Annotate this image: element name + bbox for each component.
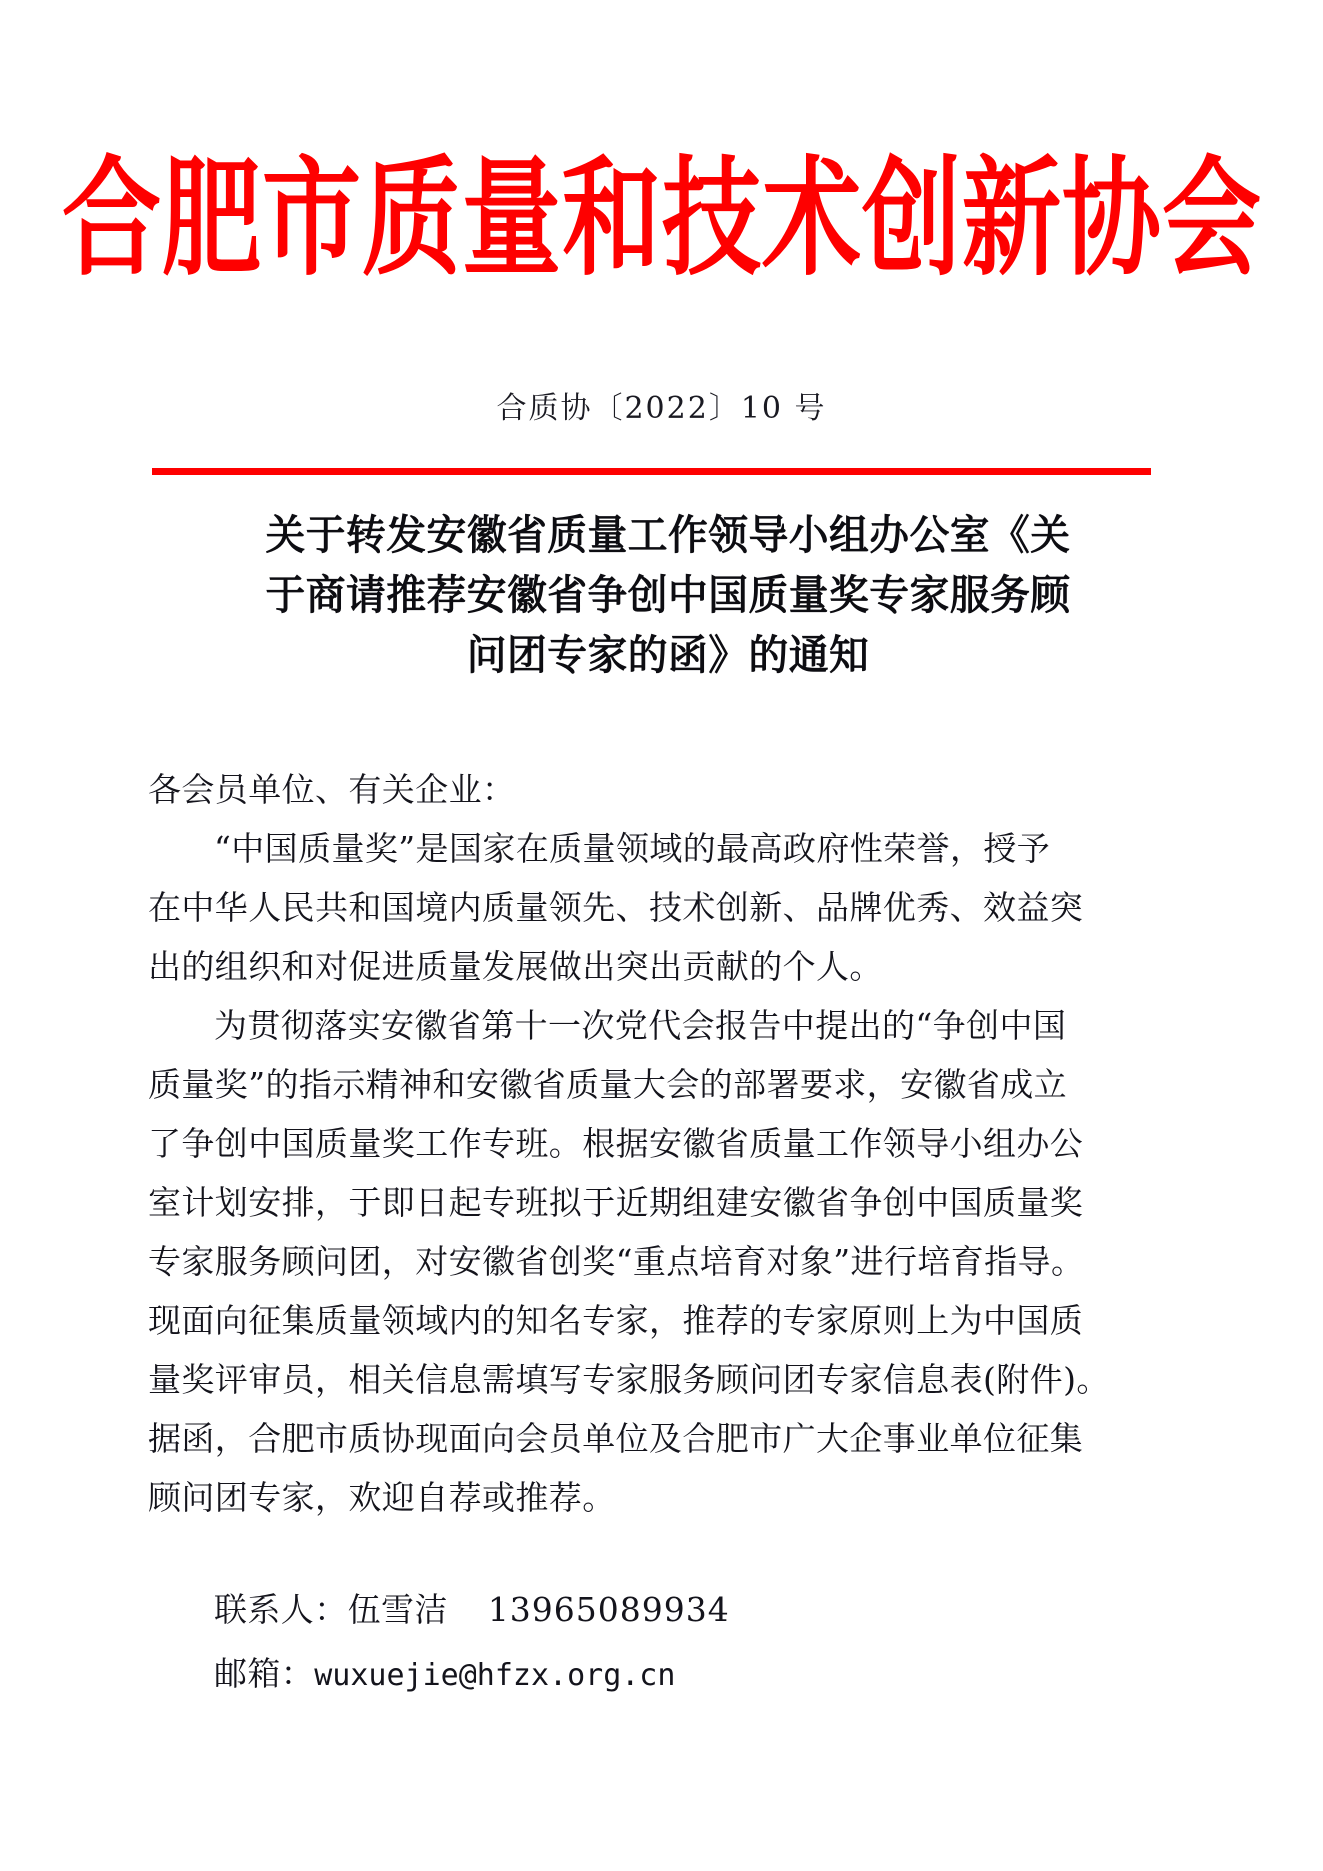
title-line-3: 问团专家的函》的通知 [466, 631, 870, 679]
title-line-1: 关于转发安徽省质量工作领导小组办公室《关 [265, 511, 1071, 559]
paragraph-2-line-4: 室计划安排，于即日起专班拟于近期组建安徽省争创中国质量奖 [148, 1183, 1084, 1222]
paragraph-2-line-7: 量奖评审员，相关信息需填写专家服务顾问团专家信息表(附件)。 [148, 1360, 1110, 1399]
paragraph-2-line-6: 现面向征集质量领域内的知名专家，推荐的专家原则上为中国质 [148, 1301, 1084, 1340]
paragraph-2-line-8: 据函，合肥市质协现面向会员单位及合肥市广大企事业单位征集 [148, 1419, 1084, 1458]
paragraph-2-line-5: 专家服务顾问团，对安徽省创奖“重点培育对象”进行培育指导。 [148, 1242, 1085, 1281]
contact-email: wuxuejie@hfzx.org.cn [314, 1658, 676, 1693]
paragraph-1-line-3: 出的组织和对促进质量发展做出突出贡献的个人。 [148, 947, 883, 986]
document-body [148, 760, 1193, 1527]
contact-person-line [148, 1578, 1193, 1642]
paragraph-2-line-3: 了争创中国质量奖工作专班。根据安徽省质量工作领导小组办公 [148, 1124, 1084, 1163]
title-line-2: 于商请推荐安徽省争创中国质量奖专家服务顾 [265, 571, 1071, 619]
document-title [148, 505, 1188, 685]
contact-email-line [148, 1642, 1193, 1708]
paragraph-1-line-2: 在中华人民共和国境内质量领先、技术创新、品牌优秀、效益突 [148, 888, 1084, 927]
red-divider-rule [152, 468, 1151, 475]
paragraph-2-line-2: 质量奖”的指示精神和安徽省质量大会的部署要求，安徽省成立 [148, 1065, 1068, 1104]
contact-person-name: 伍雪洁 [347, 1590, 448, 1629]
document-number: 合质协〔2022〕10 号 [496, 391, 827, 426]
contact-info [148, 1578, 1193, 1708]
paragraph-1-line-1: “中国质量奖”是国家在质量领域的最高政府性荣誉，授予 [214, 829, 1051, 868]
contact-email-label: 邮箱： [214, 1654, 315, 1693]
paragraph-2-line-9: 顾问团专家，欢迎自荐或推荐。 [148, 1478, 616, 1517]
paragraph-2-line-1: 为贯彻落实安徽省第十一次党代会报告中提出的“争创中国 [214, 1006, 1067, 1045]
letterhead [0, 143, 1323, 294]
salutation: 各会员单位、有关企业： [148, 770, 516, 809]
contact-person-label: 联系人： [214, 1590, 348, 1629]
contact-phone: 13965089934 [487, 1590, 730, 1629]
organization-name: 合肥市质量和技术创新协会 [61, 143, 1262, 294]
